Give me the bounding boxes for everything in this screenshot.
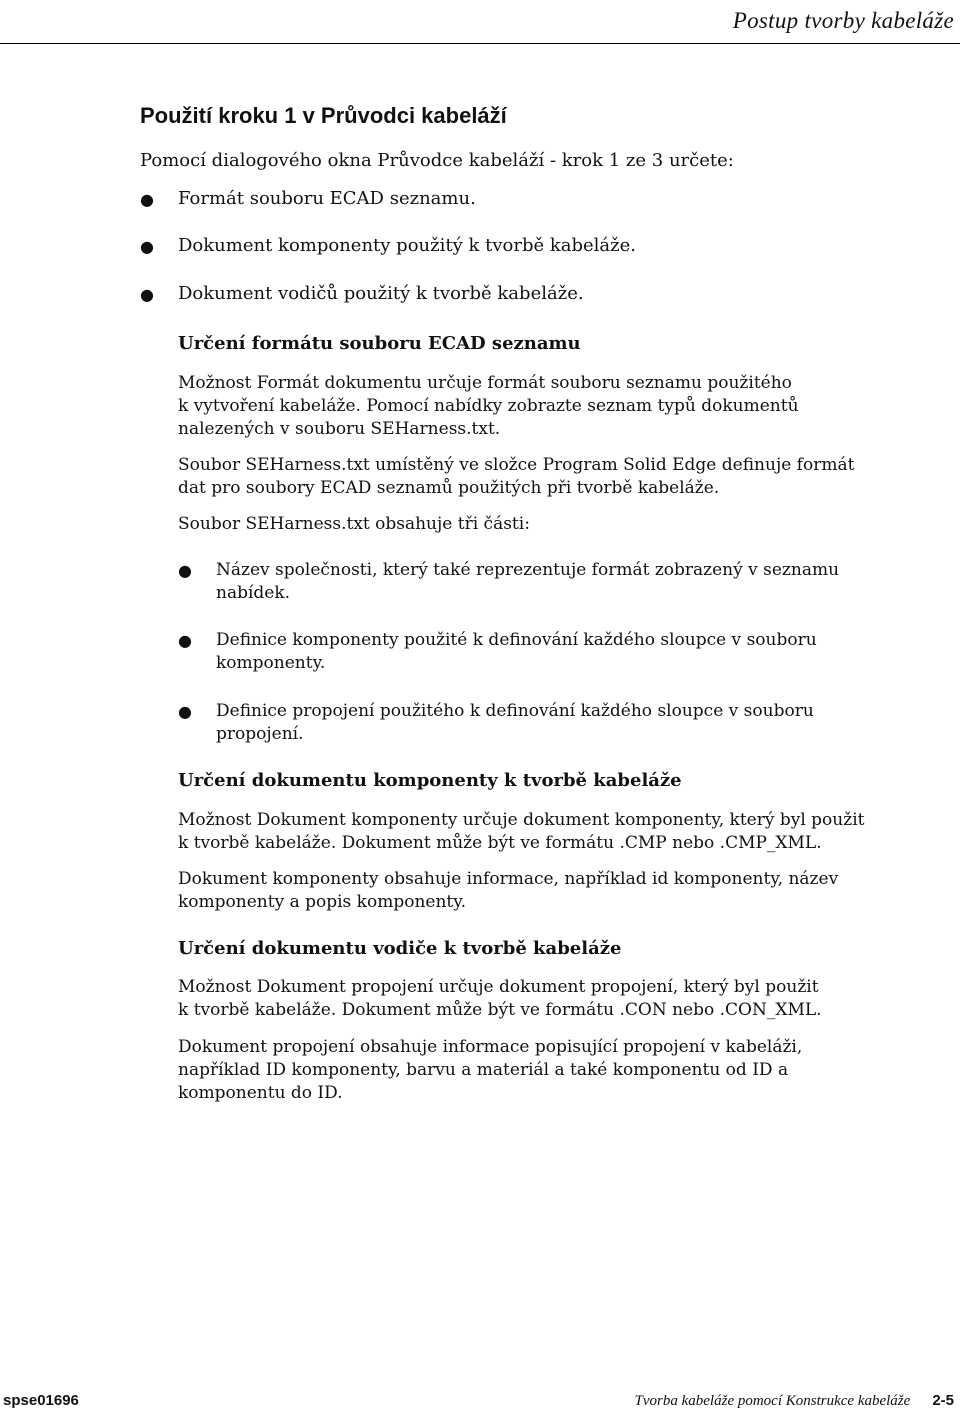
paragraph-line: Soubor SEHarness.txt obsahuje tři části: [178, 514, 530, 534]
paragraph-line: nalezených v souboru SEHarness.txt. [178, 419, 501, 439]
running-header: Postup tvorby kabeláže [732, 8, 954, 33]
paragraph-line: Možnost Dokument propojení určuje dokument propojení, který byl použit [178, 977, 819, 997]
subsection-heading: Určení dokumentu komponenty k tvorbě kabeláže [178, 770, 682, 791]
paragraph-line: dat pro soubory ECAD seznamů použitých při tvorbě kabeláže. [178, 478, 720, 498]
list-item: Formát souboru ECAD seznamu. [178, 188, 476, 209]
list-item: Definice komponenty použité k definování každého sloupce v souboru [216, 630, 817, 650]
paragraph-line: k vytvoření kabeláže. Pomocí nabídky zobrazte seznam typů dokumentů [178, 396, 799, 416]
book-title: Tvorba kabeláže pomocí Konstrukce kabeláže [634, 1393, 911, 1409]
paragraph-line: například ID komponenty, barvu a materiál a také komponentu od ID a [178, 1060, 789, 1080]
bullet-icon: ● [140, 190, 154, 209]
list-item: Definice propojení použitého k definování každého sloupce v souboru [216, 701, 814, 721]
section-intro: Pomocí dialogového okna Průvodce kabeláží - krok 1 ze 3 určete: [140, 150, 734, 171]
bullet-icon: ● [178, 561, 192, 580]
paragraph-line: Možnost Formát dokumentu určuje formát souboru seznamu použitého [178, 373, 792, 393]
paragraph-line: Dokument komponenty obsahuje informace, například id komponenty, název [178, 869, 839, 889]
paragraph-line: Možnost Dokument komponenty určuje dokument komponenty, který byl použit [178, 810, 865, 830]
subsection-heading: Určení dokumentu vodiče k tvorbě kabeláže [178, 938, 622, 959]
paragraph-line: Dokument propojení obsahuje informace popisující propojení v kabeláži, [178, 1037, 803, 1057]
list-item: Dokument vodičů použitý k tvorbě kabeláže. [178, 283, 584, 304]
bullet-icon: ● [140, 285, 154, 304]
list-item: Dokument komponenty použitý k tvorbě kabeláže. [178, 235, 637, 256]
paragraph-line: Soubor SEHarness.txt umístěný ve složce Program Solid Edge definuje formát [178, 455, 855, 475]
paragraph-line: komponenty a popis komponenty. [178, 892, 466, 912]
paragraph-line: k tvorbě kabeláže. Dokument může být ve formátu .CON nebo .CON_XML. [178, 1000, 822, 1020]
paragraph-line: k tvorbě kabeláže. Dokument může být ve formátu .CMP nebo .CMP_XML. [178, 833, 822, 853]
list-item: propojení. [216, 724, 304, 744]
list-item: komponenty. [216, 653, 326, 673]
bullet-icon: ● [178, 702, 192, 721]
page-number: 2-5 [932, 1392, 954, 1409]
section-title: Použití kroku 1 v Průvodci kabeláží [140, 103, 507, 128]
footer-book-title [635, 1392, 954, 1410]
bullet-icon: ● [178, 631, 192, 650]
list-item: Název společnosti, který také reprezentuje formát zobrazený v seznamu [216, 560, 840, 580]
paragraph-line: komponentu do ID. [178, 1083, 343, 1103]
header-divider [0, 43, 960, 44]
subsection-heading: Určení formátu souboru ECAD seznamu [178, 333, 581, 354]
bullet-icon: ● [140, 237, 154, 256]
doc-id: spse01696 [3, 1392, 79, 1409]
list-item: nabídek. [216, 583, 291, 603]
